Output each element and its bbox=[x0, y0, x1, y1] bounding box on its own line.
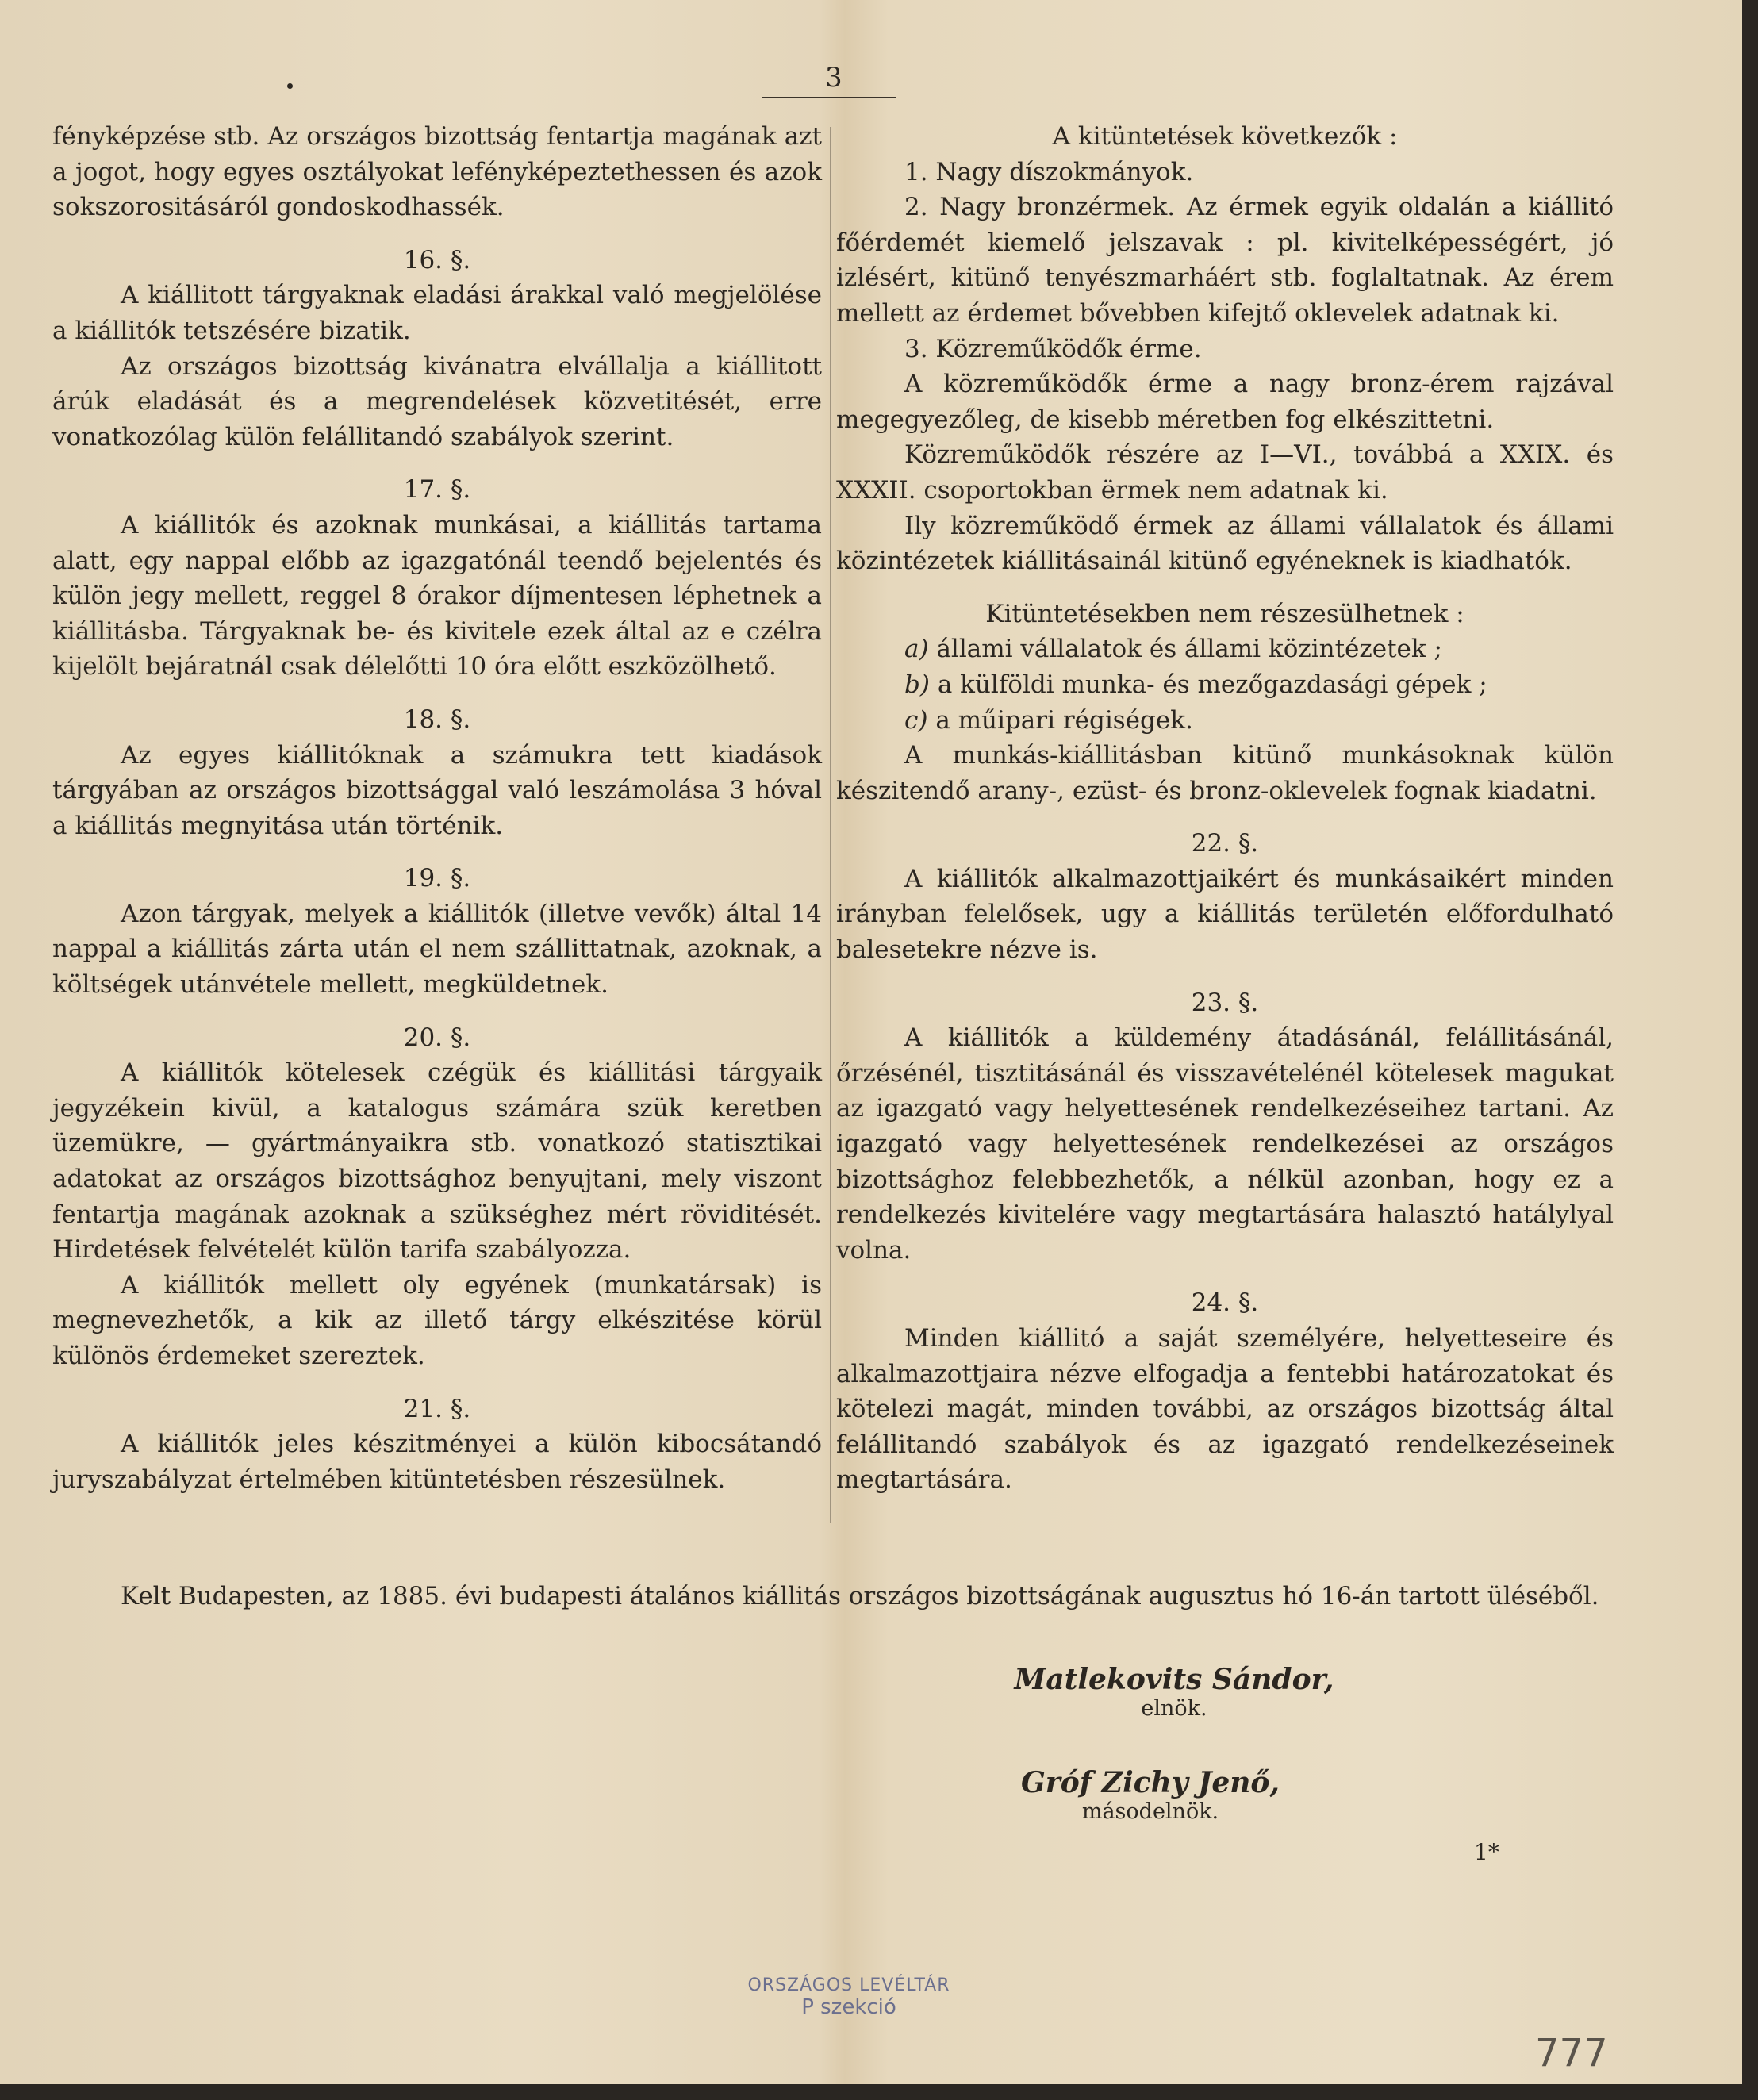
archive-stamp bbox=[714, 1975, 984, 2019]
section-heading-22: 22. §. bbox=[1191, 829, 1259, 858]
list-text: a műipari régiségek. bbox=[935, 705, 1193, 735]
paragraph: A munkás-kiállitásban kitünő munkásoknak külön készitendő arany-, ezüst- és bronz-oklevelek fognak kiadatni. bbox=[836, 741, 1614, 805]
list-text: állami vállalatok és állami közintézetek ; bbox=[936, 635, 1442, 664]
paragraph: fényképzése stb. Az országos bizottság fentartja magának azt a jogot, hogy egyes osztályokat lefényképeztethessen és azok sokszorositásáról gondoskodhassék. bbox=[52, 122, 822, 222]
signature-president bbox=[1008, 1663, 1341, 1721]
paragraph: A kiállitók kötelesek czégük és kiállitási tárgyaik jegyzékein kivül, a katalogus számára szük keretben üzemükre, — gyártmányaikra stb. vonatkozó statisztikai adatokat az országos bizottsághoz benyujtani, mely viszont fentartja magának azoknak a szükséghez mért röviditését. Hirdetések felvételét külön tarifa szabályozza. bbox=[52, 1058, 822, 1265]
paragraph: A kiállitók mellett oly egyének (munkatársak) is megnevezhetők, a kik az illető tárgy elkészitése körül különös érdemeket szereztek. bbox=[52, 1270, 822, 1370]
exclusions-heading: Kitüntetésekben nem részesülhetnek : bbox=[985, 599, 1464, 628]
paragraph: Az országos bizottság kivánatra elvállalja a kiállitott árúk eladását és a megrendelések közvetitését, erre vonatkozólag külön felállitandó szabályok szerint. bbox=[52, 351, 822, 451]
column-divider bbox=[830, 127, 831, 1523]
signatory-role: másodelnök. bbox=[1081, 1799, 1219, 1824]
paragraph: Kelt Budapesten, az 1885. évi budapesti átalános kiállitás országos bizottságának augusztus hó 16-án tartott üléséből. bbox=[121, 1582, 1599, 1611]
section-heading-20: 20. §. bbox=[403, 1023, 471, 1052]
paragraph: Az egyes kiállitóknak a számukra tett kiadások tárgyában az országos bizottsággal való leszámolása 3 hóval a kiállitás megnyitása után történik. bbox=[52, 740, 822, 840]
paragraph: A kiállitók jeles készitményei a külön kibocsátandó juryszabályzat értelmében kitüntetésben részesülnek. bbox=[52, 1430, 822, 1494]
right-column bbox=[836, 119, 1614, 1498]
section-heading-16: 16. §. bbox=[403, 245, 471, 274]
left-column bbox=[52, 119, 822, 1497]
page-number: 3 bbox=[825, 62, 843, 94]
list-item: 2. Nagy bronzérmek. Az érmek egyik oldalán a kiállitó főérdemét kiemelő jelszavak : pl. kivitelképességért, jó izlésért, kitünő tenyészmarháért stb. foglaltatnak. Az érem mellett az érdemet bővebben kifejtő oklevelek adatnak ki. bbox=[836, 193, 1614, 328]
list-marker: a) bbox=[904, 635, 929, 664]
section-heading-19: 19. §. bbox=[403, 864, 471, 893]
list-marker: b) bbox=[904, 670, 930, 699]
section-heading-24: 24. §. bbox=[1191, 1288, 1259, 1318]
dated-line bbox=[52, 1579, 1615, 1614]
paragraph: Közreműködők részére az I—VI., továbbá a XXIX. és XXXII. csoportokban ërmek nem adatnak ki. bbox=[836, 440, 1614, 505]
list-item bbox=[836, 703, 1614, 739]
list-text: a külföldi munka- és mezőgazdasági gépek ; bbox=[937, 670, 1487, 699]
section-heading-23: 23. §. bbox=[1191, 988, 1259, 1017]
paragraph: A kiállitott tárgyaknak eladási árakkal való megjelölése a kiállitók tetszésére bizatik. bbox=[52, 281, 822, 345]
page-number-rule bbox=[762, 97, 896, 98]
paragraph: A kiállitók alkalmazottjaikért és munkásaikért minden irányban felelősek, ugy a kiállitás területén előfordulható balesetekre nézve is. bbox=[836, 864, 1614, 965]
paragraph: Ily közreműködő érmek az állami vállalatok és állami közintézetek kiállitásainál kitünő egyéneknek is kiadhatók. bbox=[836, 511, 1614, 576]
paragraph: A kiállitók a küldemény átadásánál, felállitásánál, őrzésénél, tisztitásánál és visszavételénél kötelesek magukat az igazgató vagy helyettesének rendelkezéseihez tartani. Az igazgató vagy helyettesének rendelkezései az országos bizottsághoz felebbezhetők, a nélkül azonban, hogy ez a rendelkezés kivitelére vagy megtartására halasztó hatálylyal volna. bbox=[836, 1023, 1614, 1265]
paragraph: Azon tárgyak, melyek a kiállitók (illetve vevők) által 14 nappal a kiállitás zárta után el nem szállittatnak, azoknak, a költségek utánvétele mellett, megküldetnek. bbox=[52, 899, 822, 1000]
stamp-line: ORSZÁGOS LEVÉLTÁR bbox=[747, 1975, 950, 1995]
paragraph: Minden kiállitó a saját személyére, helyetteseire és alkalmazottjaira nézve elfogadja a fentebbi határozatokat és kötelezi magát, minden további, az országos bizottság által felállitandó szabályok és az igazgató rendelkezéseinek megtartására. bbox=[836, 1324, 1614, 1495]
list-item: 1. Nagy díszokmányok. bbox=[904, 157, 1194, 186]
section-heading-17: 17. §. bbox=[403, 475, 471, 505]
stamp-line: P szekció bbox=[801, 1995, 896, 2019]
sheet-signature-mark: 1* bbox=[1474, 1839, 1499, 1865]
list-item: 3. Közreműködők érme. bbox=[904, 334, 1202, 363]
paragraph: A közreműködők érme a nagy bronz-érem rajzával megegyezőleg, de kisebb méretben fog elkészittetni. bbox=[836, 370, 1614, 434]
section-heading-21: 21. §. bbox=[403, 1394, 471, 1423]
list-item bbox=[836, 632, 1614, 667]
awards-heading: A kitüntetések következők : bbox=[1052, 122, 1398, 151]
signature-vice-president bbox=[984, 1766, 1317, 1824]
handwritten-archive-number: 777 bbox=[1535, 2031, 1608, 2075]
list-marker: c) bbox=[904, 705, 928, 735]
list-item bbox=[836, 667, 1614, 703]
signatory-name: Matlekovits Sándor, bbox=[1014, 1663, 1334, 1696]
signatory-name: Gróf Zichy Jenő, bbox=[1021, 1766, 1280, 1799]
signatory-role: elnök. bbox=[1141, 1696, 1207, 1721]
paragraph: A kiállitók és azoknak munkásai, a kiállitás tartama alatt, egy nappal előbb az igazgatónál teendő bejelentés és külön jegy mellett, reggel 8 órakor díjmentesen léphetnek a kiállitásba. Tárgyaknak be- és kivitele ezek által az e czélra kijelölt bejáratnál csak délelőtti 10 óra előtt eszközölhető. bbox=[52, 510, 822, 681]
section-heading-18: 18. §. bbox=[403, 704, 471, 734]
ink-dot bbox=[287, 83, 293, 89]
